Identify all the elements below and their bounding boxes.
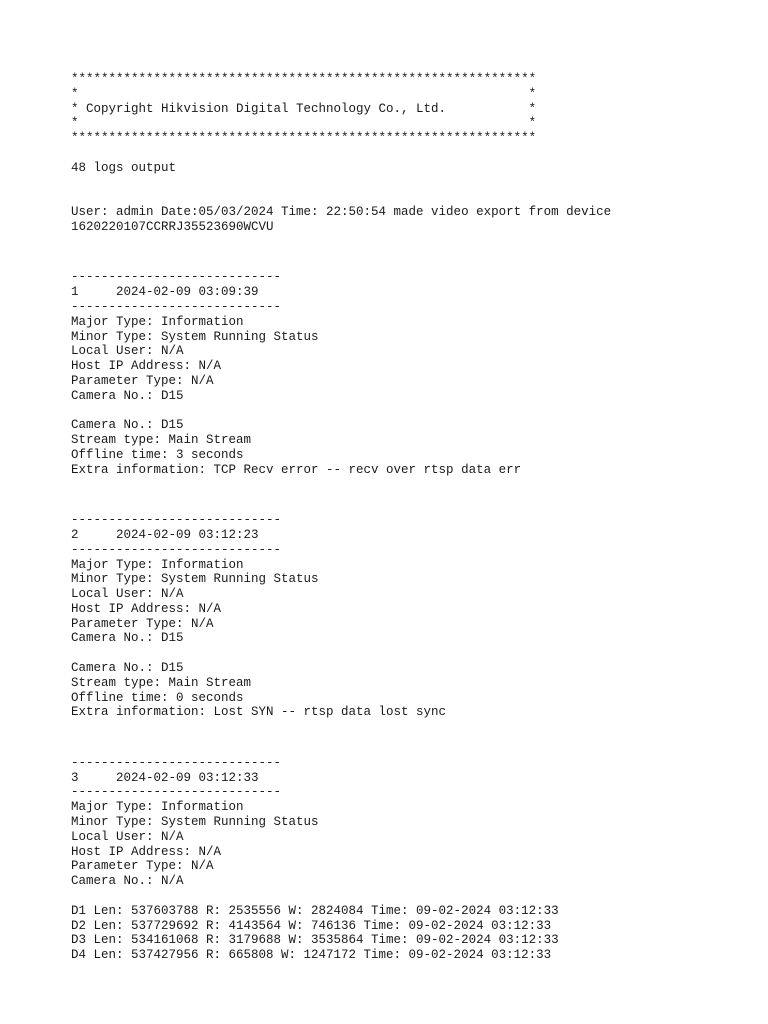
banner-line: * * <box>71 86 537 101</box>
disk-status-line: D1 Len: 537603788 R: 2535556 W: 2824084 Time: 09-02-2024 03:12:33 <box>71 903 559 918</box>
banner-line: * Copyright Hikvision Digital Technology Co., Ltd. * <box>71 101 537 116</box>
detail-line: Stream type: Main Stream <box>71 675 252 690</box>
export-device-serial: 1620220107CCRRJ35523690WCVU <box>71 219 274 234</box>
separator: ---------------------------- <box>71 542 282 557</box>
log-entry <box>71 513 611 720</box>
export-info <box>71 205 611 235</box>
disk-status-line: D4 Len: 537427956 R: 665808 W: 1247172 Time: 09-02-2024 03:12:33 <box>71 948 552 963</box>
local-user: Local User: N/A <box>71 587 184 602</box>
major-type: Major Type: Information <box>71 800 244 815</box>
separator: ---------------------------- <box>71 513 282 528</box>
export-info-line: User: admin Date:05/03/2024 Time: 22:50:54 made video export from device <box>71 205 612 220</box>
major-type: Major Type: Information <box>71 557 244 572</box>
detail-line: Offline time: 0 seconds <box>71 690 244 705</box>
major-type: Major Type: Information <box>71 314 244 329</box>
banner-line: * * <box>71 116 537 131</box>
entry-title: 3 2024-02-09 03:12:33 <box>71 770 259 785</box>
disk-status-line: D3 Len: 534161068 R: 3179688 W: 3535864 Time: 09-02-2024 03:12:33 <box>71 933 559 948</box>
copyright-banner <box>71 72 611 146</box>
local-user: Local User: N/A <box>71 829 184 844</box>
log-entry <box>71 270 611 477</box>
entry-title: 2 2024-02-09 03:12:23 <box>71 527 259 542</box>
camera-no: Camera No.: D15 <box>71 631 184 646</box>
entry-title: 1 2024-02-09 03:09:39 <box>71 285 259 300</box>
banner-line: ************************************************************** <box>71 72 537 86</box>
separator: ---------------------------- <box>71 755 282 770</box>
camera-no: Camera No.: N/A <box>71 874 184 889</box>
parameter-type: Parameter Type: N/A <box>71 616 214 631</box>
detail-line: Extra information: TCP Recv error -- recv over rtsp data err <box>71 462 522 477</box>
host-ip: Host IP Address: N/A <box>71 844 222 859</box>
minor-type: Minor Type: System Running Status <box>71 572 319 587</box>
host-ip: Host IP Address: N/A <box>71 359 222 374</box>
minor-type: Minor Type: System Running Status <box>71 815 319 830</box>
log-document <box>71 72 611 963</box>
local-user: Local User: N/A <box>71 344 184 359</box>
log-entry <box>71 756 611 963</box>
detail-line: Stream type: Main Stream <box>71 433 252 448</box>
log-count: 48 logs output <box>71 160 177 175</box>
detail-line: Camera No.: D15 <box>71 418 184 433</box>
detail-line: Offline time: 3 seconds <box>71 447 244 462</box>
parameter-type: Parameter Type: N/A <box>71 373 214 388</box>
detail-line: Camera No.: D15 <box>71 661 184 676</box>
separator: ---------------------------- <box>71 270 282 285</box>
separator: ---------------------------- <box>71 299 282 314</box>
disk-status-line: D2 Len: 537729692 R: 4143564 W: 746136 Time: 09-02-2024 03:12:33 <box>71 918 552 933</box>
banner-line: ************************************************************** <box>71 131 537 146</box>
detail-line: Extra information: Lost SYN -- rtsp data lost sync <box>71 705 447 720</box>
camera-no: Camera No.: D15 <box>71 388 184 403</box>
separator: ---------------------------- <box>71 785 282 800</box>
parameter-type: Parameter Type: N/A <box>71 859 214 874</box>
host-ip: Host IP Address: N/A <box>71 601 222 616</box>
minor-type: Minor Type: System Running Status <box>71 329 319 344</box>
